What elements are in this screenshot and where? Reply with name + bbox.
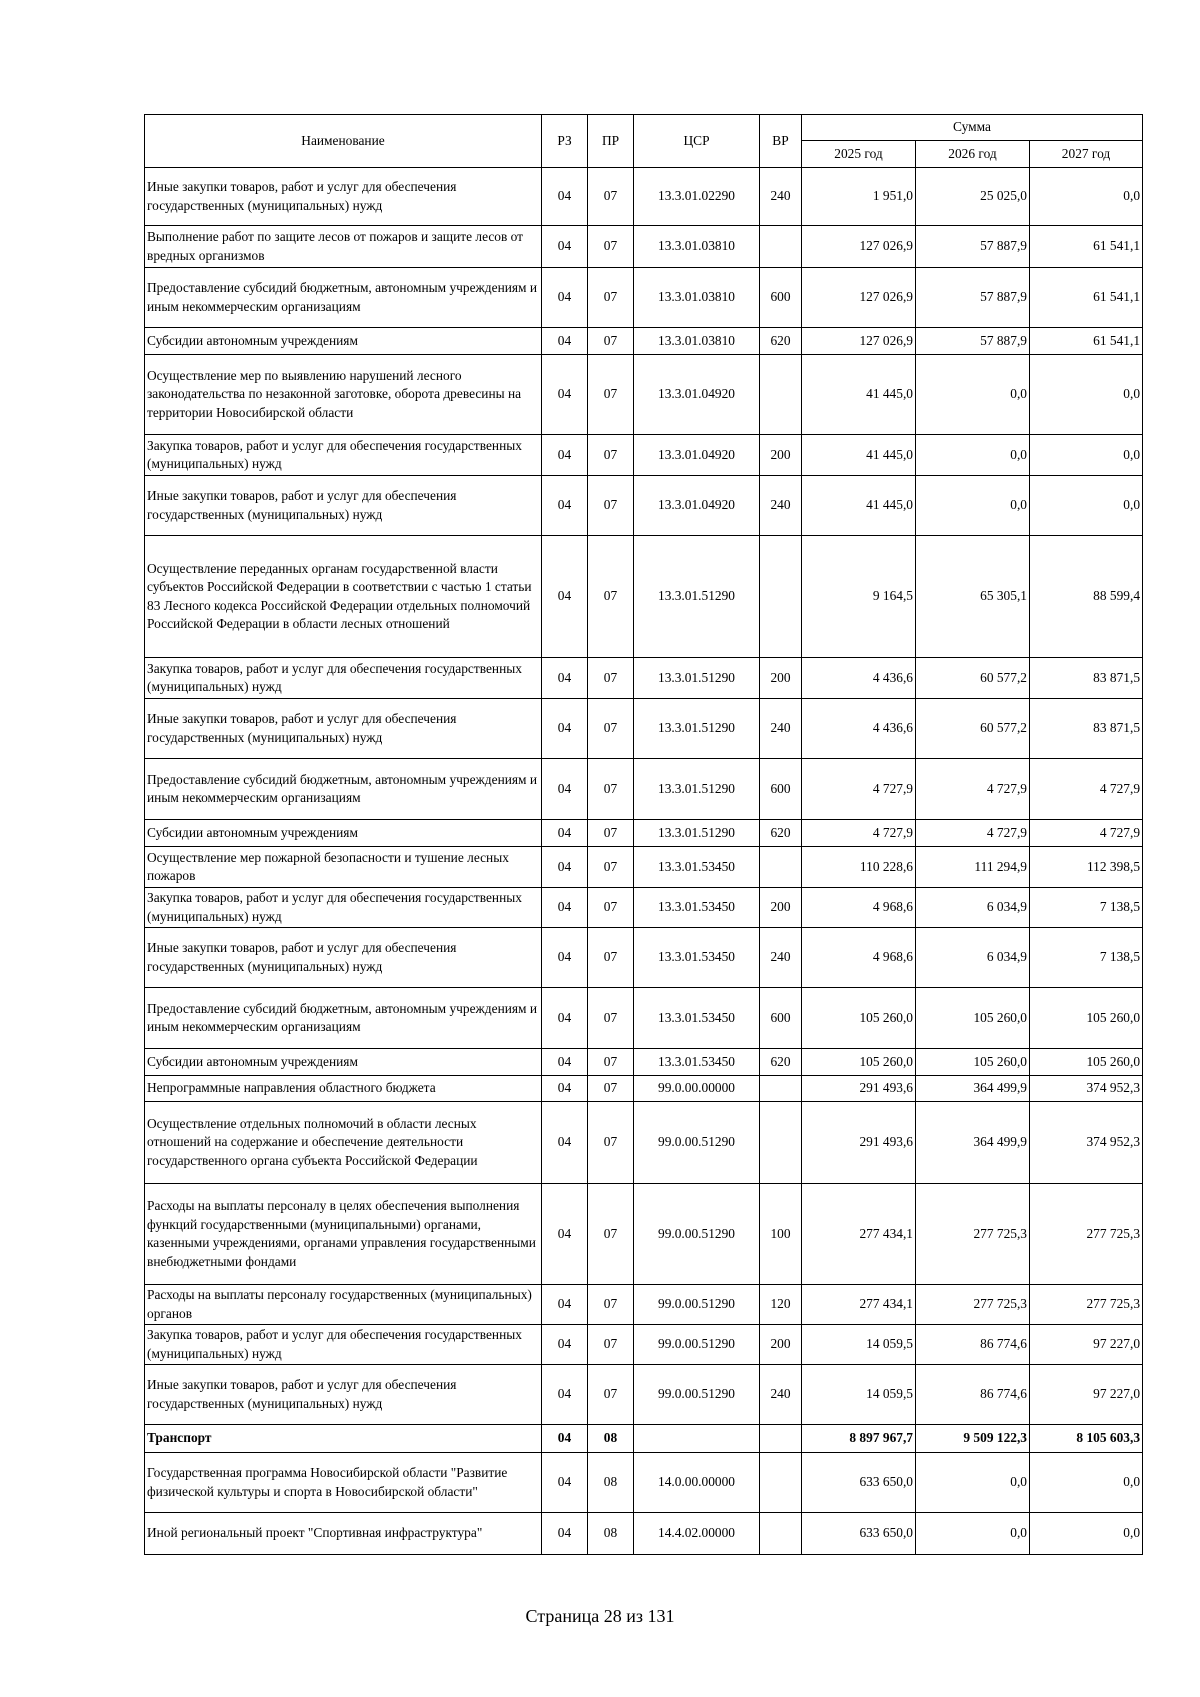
- page-number: Страница 28 из 131: [525, 1606, 675, 1626]
- cell-csr: 13.3.01.51290: [634, 699, 760, 759]
- cell-2026: 364 499,9: [916, 1076, 1030, 1102]
- cell-vr: 200: [760, 1325, 802, 1365]
- cell-2027: 112 398,5: [1030, 847, 1143, 888]
- cell-csr: [634, 1425, 760, 1453]
- cell-name: Государственная программа Новосибирской области "Развитие физической культуры и спорта в Новосибирской области": [145, 1453, 542, 1513]
- cell-csr: 13.3.01.53450: [634, 847, 760, 888]
- cell-2027: 97 227,0: [1030, 1365, 1143, 1425]
- cell-pr: 08: [588, 1453, 634, 1513]
- cell-pr: 07: [588, 1049, 634, 1076]
- table-row: [145, 658, 1143, 699]
- cell-csr: 13.3.01.53450: [634, 988, 760, 1049]
- cell-rz: 04: [542, 988, 588, 1049]
- cell-name: Предоставление субсидий бюджетным, автономным учреждениям и иным некоммерческим организациям: [145, 268, 542, 328]
- cell-pr: 07: [588, 699, 634, 759]
- cell-rz: 04: [542, 928, 588, 988]
- cell-2026: 65 305,1: [916, 536, 1030, 658]
- cell-2025: 4 727,9: [802, 820, 916, 847]
- cell-2026: 60 577,2: [916, 699, 1030, 759]
- cell-2026: 86 774,6: [916, 1325, 1030, 1365]
- cell-pr: 07: [588, 759, 634, 820]
- table-header: [145, 115, 1143, 168]
- cell-rz: 04: [542, 476, 588, 536]
- cell-2025: 4 436,6: [802, 699, 916, 759]
- cell-pr: 07: [588, 168, 634, 226]
- cell-2027: 83 871,5: [1030, 658, 1143, 699]
- header-2027: 2027 год: [1030, 141, 1143, 168]
- cell-vr: 620: [760, 820, 802, 847]
- cell-vr: [760, 1513, 802, 1555]
- cell-2026: 0,0: [916, 476, 1030, 536]
- cell-rz: 04: [542, 699, 588, 759]
- cell-2026: 0,0: [916, 1453, 1030, 1513]
- cell-2026: 86 774,6: [916, 1365, 1030, 1425]
- table-row: [145, 536, 1143, 658]
- cell-2027: 7 138,5: [1030, 928, 1143, 988]
- header-vr: ВР: [760, 115, 802, 168]
- cell-name: Субсидии автономным учреждениям: [145, 820, 542, 847]
- cell-name: Закупка товаров, работ и услуг для обеспечения государственных (муниципальных) нужд: [145, 435, 542, 476]
- cell-vr: 200: [760, 658, 802, 699]
- cell-vr: [760, 536, 802, 658]
- cell-csr: 99.0.00.00000: [634, 1076, 760, 1102]
- cell-rz: 04: [542, 1184, 588, 1285]
- cell-2027: 4 727,9: [1030, 820, 1143, 847]
- cell-name: Осуществление отдельных полномочий в области лесных отношений на содержание и обеспечение деятельности государственного органа субъекта Российской Федерации: [145, 1102, 542, 1184]
- cell-2026: 105 260,0: [916, 988, 1030, 1049]
- cell-2025: 9 164,5: [802, 536, 916, 658]
- cell-vr: 200: [760, 435, 802, 476]
- cell-vr: [760, 1425, 802, 1453]
- cell-rz: 04: [542, 1285, 588, 1325]
- cell-2025: 8 897 967,7: [802, 1425, 916, 1453]
- cell-2025: 14 059,5: [802, 1325, 916, 1365]
- cell-2026: 25 025,0: [916, 168, 1030, 226]
- cell-pr: 07: [588, 988, 634, 1049]
- cell-vr: 620: [760, 328, 802, 355]
- cell-name: Иные закупки товаров, работ и услуг для обеспечения государственных (муниципальных) нужд: [145, 476, 542, 536]
- cell-vr: 600: [760, 988, 802, 1049]
- cell-pr: 07: [588, 1325, 634, 1365]
- cell-pr: 07: [588, 847, 634, 888]
- table-row: [145, 1453, 1143, 1513]
- table-row: [145, 1184, 1143, 1285]
- cell-2027: 374 952,3: [1030, 1076, 1143, 1102]
- cell-2026: 60 577,2: [916, 658, 1030, 699]
- header-pr: ПР: [588, 115, 634, 168]
- cell-2026: 111 294,9: [916, 847, 1030, 888]
- cell-name: Предоставление субсидий бюджетным, автономным учреждениям и иным некоммерческим организациям: [145, 988, 542, 1049]
- cell-rz: 04: [542, 1513, 588, 1555]
- cell-name: Закупка товаров, работ и услуг для обеспечения государственных (муниципальных) нужд: [145, 1325, 542, 1365]
- cell-pr: 07: [588, 536, 634, 658]
- cell-vr: 240: [760, 476, 802, 536]
- cell-name: Расходы на выплаты персоналу государственных (муниципальных) органов: [145, 1285, 542, 1325]
- cell-pr: 07: [588, 355, 634, 435]
- cell-2027: 0,0: [1030, 1453, 1143, 1513]
- cell-rz: 04: [542, 1365, 588, 1425]
- cell-rz: 04: [542, 435, 588, 476]
- cell-vr: 200: [760, 888, 802, 928]
- cell-2026: 0,0: [916, 1513, 1030, 1555]
- cell-rz: 04: [542, 168, 588, 226]
- cell-rz: 04: [542, 820, 588, 847]
- cell-name: Расходы на выплаты персоналу в целях обеспечения выполнения функций государственными (муниципальными) органами, казенными учреждениями, органами управления государственными внебюджетными фондами: [145, 1184, 542, 1285]
- cell-2027: 88 599,4: [1030, 536, 1143, 658]
- table-row: [145, 1365, 1143, 1425]
- table-row: [145, 759, 1143, 820]
- cell-rz: 04: [542, 1453, 588, 1513]
- cell-pr: 07: [588, 820, 634, 847]
- cell-rz: 04: [542, 536, 588, 658]
- cell-2026: 4 727,9: [916, 820, 1030, 847]
- cell-rz: 04: [542, 658, 588, 699]
- table-row: [145, 1425, 1143, 1453]
- cell-2025: 41 445,0: [802, 355, 916, 435]
- cell-pr: 07: [588, 1365, 634, 1425]
- cell-rz: 04: [542, 1076, 588, 1102]
- cell-2026: 277 725,3: [916, 1184, 1030, 1285]
- table-row: [145, 1102, 1143, 1184]
- cell-name: Субсидии автономным учреждениям: [145, 328, 542, 355]
- cell-name: Транспорт: [145, 1425, 542, 1453]
- table-row: [145, 988, 1143, 1049]
- cell-2026: 9 509 122,3: [916, 1425, 1030, 1453]
- cell-2027: 374 952,3: [1030, 1102, 1143, 1184]
- cell-2025: 41 445,0: [802, 476, 916, 536]
- table-row: [145, 847, 1143, 888]
- cell-name: Иные закупки товаров, работ и услуг для обеспечения государственных (муниципальных) нужд: [145, 699, 542, 759]
- cell-vr: 240: [760, 1365, 802, 1425]
- cell-name: Иные закупки товаров, работ и услуг для обеспечения государственных (муниципальных) нужд: [145, 928, 542, 988]
- header-2026: 2026 год: [916, 141, 1030, 168]
- cell-rz: 04: [542, 888, 588, 928]
- cell-pr: 07: [588, 658, 634, 699]
- cell-pr: 08: [588, 1425, 634, 1453]
- cell-vr: 620: [760, 1049, 802, 1076]
- cell-name: Осуществление мер пожарной безопасности и тушение лесных пожаров: [145, 847, 542, 888]
- cell-name: Осуществление переданных органам государственной власти субъектов Российской Федерации в соответствии с частью 1 статьи 83 Лесного кодекса Российской Федерации отдельных полномочий Российской Федерации в области лесных отношений: [145, 536, 542, 658]
- cell-pr: 07: [588, 476, 634, 536]
- cell-csr: 14.0.00.00000: [634, 1453, 760, 1513]
- cell-csr: 13.3.01.53450: [634, 928, 760, 988]
- cell-2026: 4 727,9: [916, 759, 1030, 820]
- cell-csr: 13.3.01.04920: [634, 435, 760, 476]
- header-sum: Сумма: [802, 115, 1143, 141]
- budget-table: [144, 114, 1143, 1555]
- cell-2026: 0,0: [916, 355, 1030, 435]
- cell-2025: 4 968,6: [802, 928, 916, 988]
- cell-pr: 07: [588, 1076, 634, 1102]
- cell-2026: 6 034,9: [916, 928, 1030, 988]
- cell-2025: 1 951,0: [802, 168, 916, 226]
- cell-rz: 04: [542, 328, 588, 355]
- cell-rz: 04: [542, 1102, 588, 1184]
- cell-2025: 277 434,1: [802, 1184, 916, 1285]
- cell-csr: 13.3.01.02290: [634, 168, 760, 226]
- header-2025: 2025 год: [802, 141, 916, 168]
- cell-2025: 4 727,9: [802, 759, 916, 820]
- cell-2026: 57 887,9: [916, 268, 1030, 328]
- table-row: [145, 435, 1143, 476]
- cell-2027: 61 541,1: [1030, 226, 1143, 268]
- cell-2027: 0,0: [1030, 168, 1143, 226]
- table-row: [145, 1076, 1143, 1102]
- cell-rz: 04: [542, 759, 588, 820]
- cell-csr: 13.3.01.04920: [634, 355, 760, 435]
- cell-2025: 105 260,0: [802, 988, 916, 1049]
- cell-name: Субсидии автономным учреждениям: [145, 1049, 542, 1076]
- cell-2025: 4 436,6: [802, 658, 916, 699]
- table-row: [145, 226, 1143, 268]
- cell-rz: 04: [542, 1425, 588, 1453]
- cell-csr: 99.0.00.51290: [634, 1325, 760, 1365]
- cell-2027: 105 260,0: [1030, 1049, 1143, 1076]
- cell-2026: 277 725,3: [916, 1285, 1030, 1325]
- cell-pr: 07: [588, 435, 634, 476]
- cell-csr: 99.0.00.51290: [634, 1365, 760, 1425]
- cell-vr: [760, 226, 802, 268]
- cell-2025: 291 493,6: [802, 1076, 916, 1102]
- cell-2025: 127 026,9: [802, 328, 916, 355]
- table-row: [145, 699, 1143, 759]
- cell-2025: 291 493,6: [802, 1102, 916, 1184]
- cell-name: Осуществление мер по выявлению нарушений лесного законодательства по незаконной заготовке, оборота древесины на территории Новосибирской области: [145, 355, 542, 435]
- cell-name: Иной региональный проект "Спортивная инфраструктура": [145, 1513, 542, 1555]
- cell-2025: 127 026,9: [802, 226, 916, 268]
- cell-pr: 07: [588, 928, 634, 988]
- cell-vr: 240: [760, 168, 802, 226]
- cell-2027: 7 138,5: [1030, 888, 1143, 928]
- cell-2025: 41 445,0: [802, 435, 916, 476]
- cell-2025: 4 968,6: [802, 888, 916, 928]
- header-row: [145, 115, 1143, 141]
- cell-name: Закупка товаров, работ и услуг для обеспечения государственных (муниципальных) нужд: [145, 658, 542, 699]
- cell-vr: 240: [760, 928, 802, 988]
- cell-csr: 13.3.01.53450: [634, 1049, 760, 1076]
- table-row: [145, 268, 1143, 328]
- cell-name: Предоставление субсидий бюджетным, автономным учреждениям и иным некоммерческим организациям: [145, 759, 542, 820]
- cell-vr: 240: [760, 699, 802, 759]
- cell-rz: 04: [542, 1325, 588, 1365]
- cell-csr: 13.3.01.51290: [634, 658, 760, 699]
- cell-vr: [760, 1102, 802, 1184]
- cell-2027: 97 227,0: [1030, 1325, 1143, 1365]
- header-name: Наименование: [145, 115, 542, 168]
- table-row: [145, 1325, 1143, 1365]
- cell-2026: 364 499,9: [916, 1102, 1030, 1184]
- cell-2025: 105 260,0: [802, 1049, 916, 1076]
- table-row: [145, 888, 1143, 928]
- cell-vr: [760, 1076, 802, 1102]
- table-row: [145, 1513, 1143, 1555]
- cell-csr: 13.3.01.03810: [634, 268, 760, 328]
- header-csr: ЦСР: [634, 115, 760, 168]
- cell-name: Выполнение работ по защите лесов от пожаров и защите лесов от вредных организмов: [145, 226, 542, 268]
- header-rz: РЗ: [542, 115, 588, 168]
- cell-vr: 120: [760, 1285, 802, 1325]
- cell-name: Закупка товаров, работ и услуг для обеспечения государственных (муниципальных) нужд: [145, 888, 542, 928]
- cell-name: Иные закупки товаров, работ и услуг для обеспечения государственных (муниципальных) нужд: [145, 168, 542, 226]
- cell-csr: 13.3.01.51290: [634, 820, 760, 847]
- cell-rz: 04: [542, 847, 588, 888]
- cell-name: Иные закупки товаров, работ и услуг для обеспечения государственных (муниципальных) нужд: [145, 1365, 542, 1425]
- table-row: [145, 1285, 1143, 1325]
- cell-2027: 0,0: [1030, 476, 1143, 536]
- cell-2027: 0,0: [1030, 355, 1143, 435]
- cell-2027: 61 541,1: [1030, 268, 1143, 328]
- cell-csr: 99.0.00.51290: [634, 1285, 760, 1325]
- cell-csr: 99.0.00.51290: [634, 1102, 760, 1184]
- table-body: [145, 168, 1143, 1555]
- cell-rz: 04: [542, 355, 588, 435]
- table-row: [145, 328, 1143, 355]
- cell-2026: 57 887,9: [916, 226, 1030, 268]
- cell-2027: 0,0: [1030, 435, 1143, 476]
- cell-2025: 277 434,1: [802, 1285, 916, 1325]
- table-row: [145, 168, 1143, 226]
- cell-2025: 127 026,9: [802, 268, 916, 328]
- cell-2026: 0,0: [916, 435, 1030, 476]
- cell-pr: 07: [588, 1184, 634, 1285]
- cell-name: Непрограммные направления областного бюджета: [145, 1076, 542, 1102]
- table-row: [145, 476, 1143, 536]
- cell-2027: 8 105 603,3: [1030, 1425, 1143, 1453]
- cell-2026: 105 260,0: [916, 1049, 1030, 1076]
- cell-pr: 07: [588, 1285, 634, 1325]
- cell-csr: 13.3.01.03810: [634, 226, 760, 268]
- cell-2025: 110 228,6: [802, 847, 916, 888]
- table-row: [145, 928, 1143, 988]
- cell-csr: 14.4.02.00000: [634, 1513, 760, 1555]
- cell-csr: 13.3.01.51290: [634, 536, 760, 658]
- cell-2025: 633 650,0: [802, 1513, 916, 1555]
- cell-2027: 0,0: [1030, 1513, 1143, 1555]
- table-row: [145, 1049, 1143, 1076]
- cell-csr: 13.3.01.53450: [634, 888, 760, 928]
- cell-2025: 14 059,5: [802, 1365, 916, 1425]
- cell-rz: 04: [542, 226, 588, 268]
- table-row: [145, 820, 1143, 847]
- cell-vr: 600: [760, 268, 802, 328]
- cell-vr: [760, 1453, 802, 1513]
- cell-csr: 99.0.00.51290: [634, 1184, 760, 1285]
- cell-rz: 04: [542, 1049, 588, 1076]
- cell-pr: 07: [588, 268, 634, 328]
- cell-csr: 13.3.01.51290: [634, 759, 760, 820]
- cell-2027: 61 541,1: [1030, 328, 1143, 355]
- cell-2025: 633 650,0: [802, 1453, 916, 1513]
- cell-rz: 04: [542, 268, 588, 328]
- cell-pr: 07: [588, 888, 634, 928]
- cell-2026: 57 887,9: [916, 328, 1030, 355]
- cell-vr: [760, 847, 802, 888]
- cell-vr: 600: [760, 759, 802, 820]
- cell-pr: 07: [588, 328, 634, 355]
- cell-vr: 100: [760, 1184, 802, 1285]
- cell-csr: 13.3.01.03810: [634, 328, 760, 355]
- cell-2027: 4 727,9: [1030, 759, 1143, 820]
- cell-2027: 277 725,3: [1030, 1184, 1143, 1285]
- cell-vr: [760, 355, 802, 435]
- cell-2027: 277 725,3: [1030, 1285, 1143, 1325]
- cell-2027: 105 260,0: [1030, 988, 1143, 1049]
- cell-csr: 13.3.01.04920: [634, 476, 760, 536]
- cell-pr: 07: [588, 1102, 634, 1184]
- cell-pr: 08: [588, 1513, 634, 1555]
- cell-2026: 6 034,9: [916, 888, 1030, 928]
- cell-pr: 07: [588, 226, 634, 268]
- cell-2027: 83 871,5: [1030, 699, 1143, 759]
- table-row: [145, 355, 1143, 435]
